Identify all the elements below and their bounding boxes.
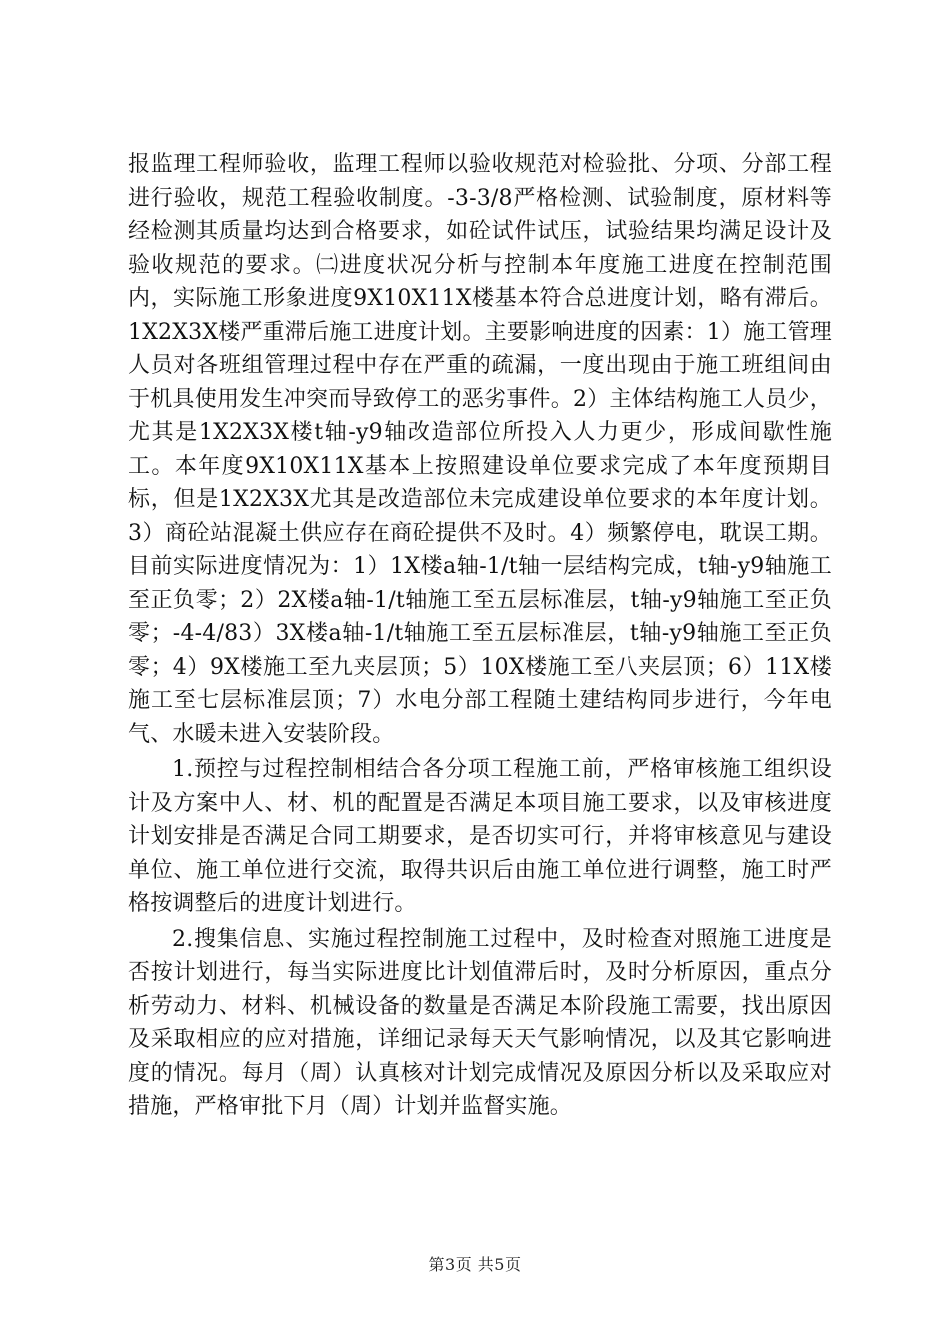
paragraph-progress-analysis: 报监理工程师验收，监理工程师以验收规范对检验批、分项、分部工程进行验收，规范工程验收制度。-3-3/8严格检测、试验制度，原材料等经检测其质量均达到合格要求，如砼试件试压，试验结果均满足设计及验收规范的要求。㈡进度状况分析与控制本年度施工进度在控制范围内，实际施工形象进度9X10X11X楼基本符合总进度计划，略有滞后。1X2X3X楼严重滞后施工进度计划。主要影响进度的因素：1）施工管理人员对各班组管理过程中存在严重的疏漏，一度出现由于施工班组间由于机具使用发生冲突而导致停工的恶劣事件。2）主体结构施工人员少，尤其是1X2X3X楼t轴-y9轴改造部位所投入人力更少，形成间歇性施工。本年度9X10X11X基本上按照建设单位要求完成了本年度预期目标，但是1X2X3X尤其是改造部位未完成建设单位要求的本年度计划。3）商砼站混凝土供应存在商砼提供不及时。4）频繁停电，耽误工期。目前实际进度情况为：1）1X楼a轴-1/t轴一层结构完成，t轴-y9轴施工至正负零；2）2X楼a轴-1/t轴施工至五层标准层，t轴-y9轴施工至正负零；-4-4/83）3X楼a轴-1/t轴施工至五层标准层，t轴-y9轴施工至正负零；4）9X楼施工至九夹层顶；5）10X楼施工至八夹层顶；6）11X楼施工至七层标准层顶；7）水电分部工程随土建结构同步进行，今年电气、水暖未进入安装阶段。: [128, 152, 832, 747]
document-body: [128, 148, 832, 1124]
page-footer: 第3页 共5页: [428, 1255, 522, 1274]
paragraph-information-collection: 2.搜集信息、实施过程控制施工过程中，及时检查对照施工进度是否按计划进行，每当实际进度比计划值滞后时，及时分析原因，重点分析劳动力、材料、机械设备的数量是否满足本阶段施工需要，找出原因及采取相应的应对措施，详细记录每天天气影响情况，以及其它影响进度的情况。每月（周）认真核对计划完成情况及原因分析以及采取应对措施，严格审批下月（周）计划并监督实施。: [128, 926, 832, 1119]
paragraph-precontrol: 1.预控与过程控制相结合各分项工程施工前，严格审核施工组织设计及方案中人、材、机的配置是否满足本项目施工要求，以及审核进度计划安排是否满足合同工期要求，是否切实可行，并将审核意见与建设单位、施工单位进行交流，取得共识后由施工单位进行调整，施工时严格按调整后的进度计划进行。: [128, 757, 832, 916]
